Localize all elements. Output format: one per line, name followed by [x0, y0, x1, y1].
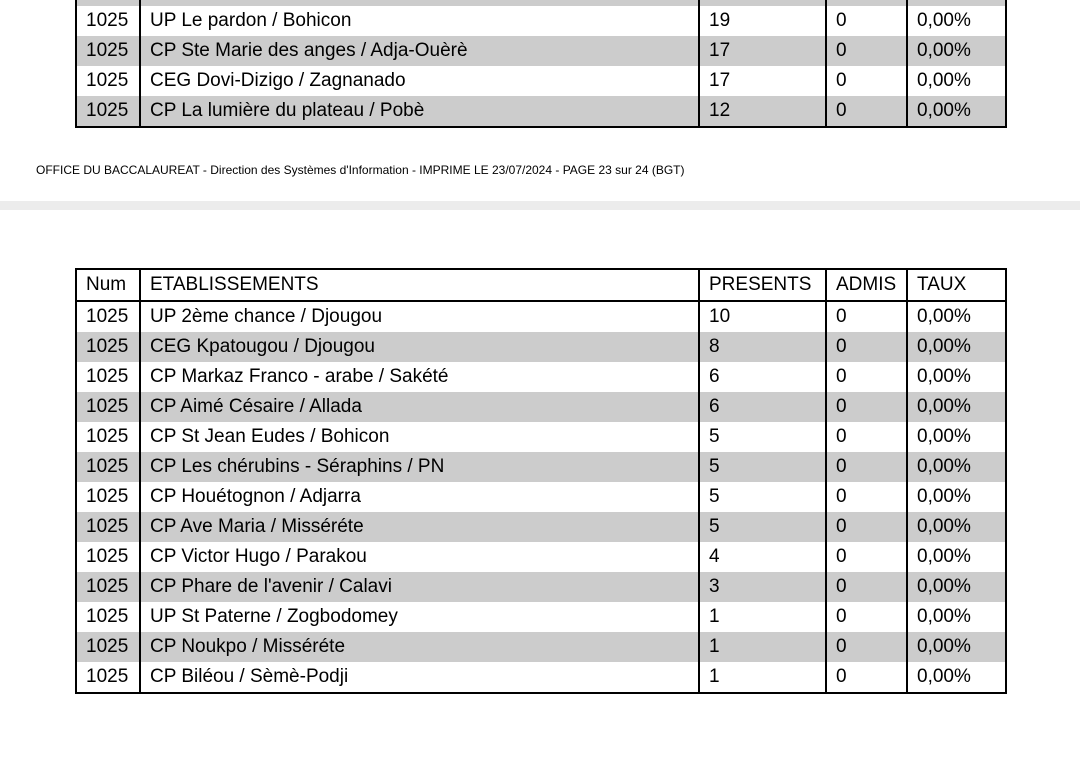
cell-etablissement: CP Ave Maria / Misséréte [140, 512, 699, 542]
page-separator [0, 201, 1080, 210]
cell-num: 1025 [76, 662, 140, 693]
cell-admis: 0 [826, 512, 907, 542]
results-table-body [76, 0, 1006, 127]
cell-admis: 0 [826, 36, 907, 66]
cell-etablissement: UP 2ème chance / Djougou [140, 301, 699, 332]
cell-admis: 0 [826, 572, 907, 602]
cell-num: 1025 [76, 301, 140, 332]
table-row [76, 572, 1006, 602]
results-table-previous-page [75, 0, 1007, 128]
header-row [76, 269, 1006, 301]
cell-num: 1025 [76, 96, 140, 127]
cell-etablissement: CEG Kpatougou / Djougou [140, 332, 699, 362]
cell-admis: 0 [826, 542, 907, 572]
cell-taux: 0,00% [907, 6, 1006, 36]
cell-admis: 0 [826, 301, 907, 332]
table-row [76, 602, 1006, 632]
cell-presents: 8 [699, 332, 826, 362]
header-presents: PRESENTS [699, 269, 826, 301]
cell-presents: 17 [699, 66, 826, 96]
cell-taux: 0,00% [907, 662, 1006, 693]
cell-taux: 0,00% [907, 301, 1006, 332]
header-taux: TAUX [907, 269, 1006, 301]
cell-presents: 1 [699, 632, 826, 662]
table-row [76, 301, 1006, 332]
cell-taux: 0,00% [907, 482, 1006, 512]
cell-num: 1025 [76, 332, 140, 362]
cell-admis: 0 [826, 362, 907, 392]
cell-etablissement: CP Noukpo / Misséréte [140, 632, 699, 662]
cell-admis: 0 [826, 482, 907, 512]
cell-admis: 0 [826, 96, 907, 127]
table-row [76, 362, 1006, 392]
cell-num: 1025 [76, 66, 140, 96]
cell-admis: 0 [826, 662, 907, 693]
table-row [76, 96, 1006, 127]
cell-taux: 0,00% [907, 392, 1006, 422]
cell-etablissement: CP Victor Hugo / Parakou [140, 542, 699, 572]
cell-etablissement: UP St Paterne / Zogbodomey [140, 602, 699, 632]
cell-num: 1025 [76, 6, 140, 36]
cell-presents: 4 [699, 542, 826, 572]
cell-etablissement: CP Houétognon / Adjarra [140, 482, 699, 512]
cell-taux: 0,00% [907, 66, 1006, 96]
cell-admis: 0 [826, 66, 907, 96]
cell-num: 1025 [76, 512, 140, 542]
table-row [76, 632, 1006, 662]
results-table [75, 268, 1007, 694]
cell-admis: 0 [826, 392, 907, 422]
header-etablissements: ETABLISSEMENTS [140, 269, 699, 301]
cell-presents: 12 [699, 96, 826, 127]
cell-etablissement: CP Aimé Césaire / Allada [140, 392, 699, 422]
cell-presents: 10 [699, 301, 826, 332]
cell-num: 1025 [76, 452, 140, 482]
table-row [76, 452, 1006, 482]
cell-taux: 0,00% [907, 332, 1006, 362]
table-row [76, 332, 1006, 362]
cell-presents: 17 [699, 36, 826, 66]
cell-etablissement: CP Biléou / Sèmè-Podji [140, 662, 699, 693]
cell-admis: 0 [826, 6, 907, 36]
cell-taux: 0,00% [907, 422, 1006, 452]
cell-admis: 0 [826, 422, 907, 452]
cell-num: 1025 [76, 632, 140, 662]
cell-taux: 0,00% [907, 572, 1006, 602]
cell-etablissement: UP Le pardon / Bohicon [140, 6, 699, 36]
cell-presents: 5 [699, 512, 826, 542]
table-header [76, 269, 1006, 301]
cell-etablissement: CP Markaz Franco - arabe / Sakété [140, 362, 699, 392]
cell-presents: 3 [699, 572, 826, 602]
cell-presents: 5 [699, 482, 826, 512]
cell-taux: 0,00% [907, 96, 1006, 127]
cell-num: 1025 [76, 362, 140, 392]
cell-num: 1025 [76, 422, 140, 452]
header-admis: ADMIS [826, 269, 907, 301]
cell-taux: 0,00% [907, 632, 1006, 662]
cell-etablissement: CP Ste Marie des anges / Adja-Ouèrè [140, 36, 699, 66]
results-table-body [76, 301, 1006, 693]
cell-etablissement: CP St Jean Eudes / Bohicon [140, 422, 699, 452]
table-row [76, 422, 1006, 452]
cell-etablissement: CP Les chérubins - Séraphins / PN [140, 452, 699, 482]
cell-presents: 1 [699, 602, 826, 632]
table-row [76, 542, 1006, 572]
cell-num: 1025 [76, 602, 140, 632]
cell-etablissement: CP La lumière du plateau / Pobè [140, 96, 699, 127]
cell-presents: 6 [699, 362, 826, 392]
table-row [76, 36, 1006, 66]
cell-etablissement: CEG Dovi-Dizigo / Zagnanado [140, 66, 699, 96]
cell-num: 1025 [76, 482, 140, 512]
cell-num: 1025 [76, 542, 140, 572]
cell-admis: 0 [826, 602, 907, 632]
cell-num: 1025 [76, 392, 140, 422]
page-footer: OFFICE DU BACCALAUREAT - Direction des Systèmes d'Information - IMPRIME LE 23/07/2024 - PAGE 23 sur 24 (BGT) [36, 163, 685, 177]
cell-presents: 6 [699, 392, 826, 422]
cell-taux: 0,00% [907, 36, 1006, 66]
table-row [76, 6, 1006, 36]
cell-presents: 1 [699, 662, 826, 693]
table-row [76, 662, 1006, 693]
cell-num: 1025 [76, 36, 140, 66]
cell-presents: 19 [699, 6, 826, 36]
cell-presents: 5 [699, 422, 826, 452]
cell-num: 1025 [76, 572, 140, 602]
table-row [76, 66, 1006, 96]
table-row [76, 392, 1006, 422]
table-row [76, 512, 1006, 542]
table-row [76, 482, 1006, 512]
cell-taux: 0,00% [907, 452, 1006, 482]
cell-admis: 0 [826, 452, 907, 482]
cell-taux: 0,00% [907, 542, 1006, 572]
header-num: Num [76, 269, 140, 301]
cell-admis: 0 [826, 332, 907, 362]
cell-taux: 0,00% [907, 512, 1006, 542]
cell-etablissement: CP Phare de l'avenir / Calavi [140, 572, 699, 602]
cell-presents: 5 [699, 452, 826, 482]
cell-taux: 0,00% [907, 602, 1006, 632]
cell-taux: 0,00% [907, 362, 1006, 392]
cell-admis: 0 [826, 632, 907, 662]
